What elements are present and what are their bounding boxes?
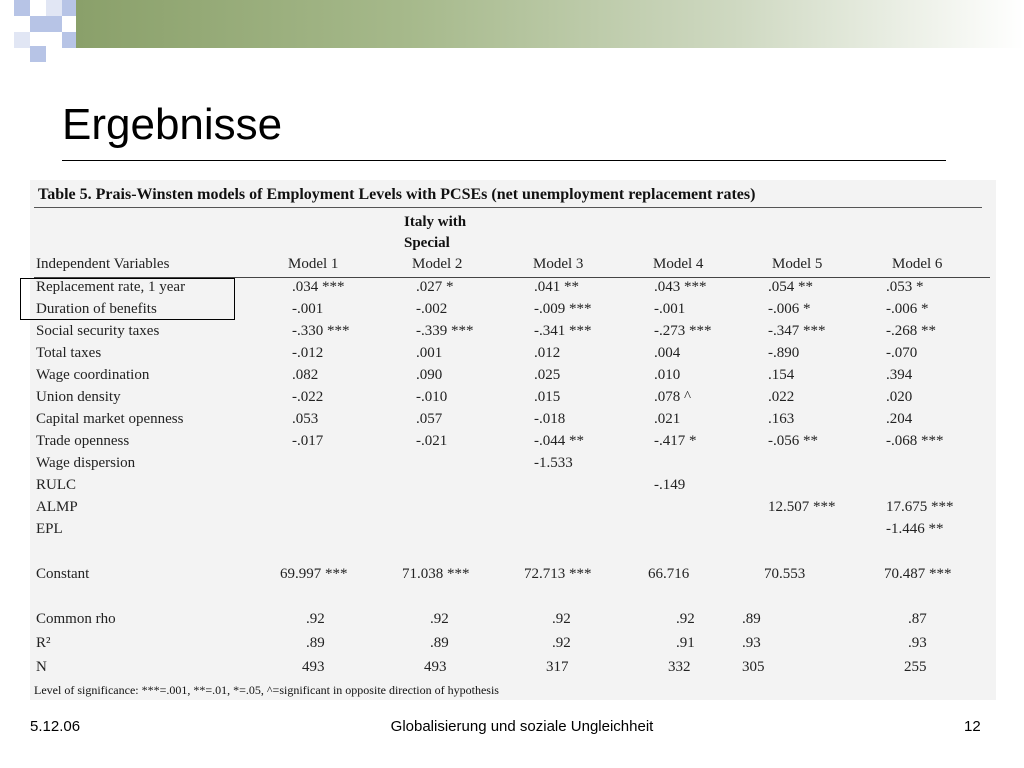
table-cell: 70.487 ***: [884, 566, 952, 582]
table-cell: .89: [742, 611, 761, 627]
table-cell: -.001: [654, 301, 686, 317]
table-cell: -.330 ***: [292, 323, 350, 339]
column-header: Independent Variables: [36, 256, 170, 272]
table-cell: .082: [292, 367, 319, 383]
table-cell: -.002: [416, 301, 448, 317]
table-cell: -.017: [292, 433, 324, 449]
row-label: Trade openness: [36, 433, 130, 449]
table-cell: .91: [676, 635, 695, 651]
table-cell: -.068 ***: [886, 433, 944, 449]
deco-square: [14, 32, 30, 48]
table-row: [30, 477, 996, 499]
table-cell: 70.553: [764, 566, 806, 582]
table-cell: .041 **: [534, 279, 579, 295]
table-cell: .022: [768, 389, 795, 405]
table-cell: .078 ^: [654, 389, 692, 405]
row-label: Replacement rate, 1 year: [36, 279, 186, 295]
column-header: Model 1: [288, 256, 339, 272]
table-cell: .92: [552, 635, 571, 651]
page-number: 12: [964, 718, 981, 735]
table-cell: -.022: [292, 389, 324, 405]
stats-row: [30, 659, 996, 681]
table-cell: 305: [742, 659, 765, 675]
table-cell: -.347 ***: [768, 323, 826, 339]
table-cell: .053 *: [886, 279, 924, 295]
table-cell: 317: [546, 659, 569, 675]
table-cell: .012: [534, 345, 561, 361]
table-row: [30, 499, 996, 521]
table-cell: .394: [886, 367, 913, 383]
table-cell: -.006 *: [886, 301, 929, 317]
footer-title: Globalisierung und soziale Ungleichheit: [390, 718, 654, 735]
table-cell: .89: [430, 635, 449, 651]
table-cell: .027 *: [416, 279, 454, 295]
table-cell: .001: [416, 345, 443, 361]
significance-note: Level of significance: ***=.001, **=.01, *=.05, ^=significant in opposite direction of hypothesis: [34, 683, 499, 697]
table-cell: -.012: [292, 345, 324, 361]
table-cell: .043 ***: [654, 279, 707, 295]
table-cell: -.006 *: [768, 301, 811, 317]
table-cell: -.001: [292, 301, 324, 317]
table-cell: .163: [768, 411, 795, 427]
stats-row: [30, 635, 996, 657]
table-cell: .010: [654, 367, 681, 383]
row-label: EPL: [36, 521, 63, 537]
constant-row: [30, 566, 996, 588]
table-cell: 255: [904, 659, 927, 675]
table-cell: -.417 *: [654, 433, 697, 449]
row-label: Social security taxes: [36, 323, 160, 339]
column-header: Model 4: [653, 256, 704, 272]
row-label: N: [36, 659, 47, 675]
table-cell: -.009 ***: [534, 301, 592, 317]
deco-square: [30, 16, 46, 32]
table-cell: .054 **: [768, 279, 813, 295]
row-label: Capital market openness: [36, 411, 184, 427]
table-cell: .154: [768, 367, 795, 383]
table-cell: 72.713 ***: [524, 566, 592, 582]
table-cell: -.021: [416, 433, 448, 449]
deco-square: [14, 0, 30, 16]
row-label: Duration of benefits: [36, 301, 157, 317]
table-cell: -.018: [534, 411, 566, 427]
table-cell: 71.038 ***: [402, 566, 470, 582]
row-label: ALMP: [36, 499, 78, 515]
table-header-row: [30, 256, 996, 278]
column-header: Model 2: [412, 256, 463, 272]
table-cell: .204: [886, 411, 913, 427]
column-header: Model 6: [892, 256, 943, 272]
table-cell: -.273 ***: [654, 323, 712, 339]
header-band: [76, 0, 1024, 48]
table-cell: -1.533: [534, 455, 573, 471]
stats-row: [30, 611, 996, 633]
table-row: [30, 389, 996, 411]
row-label: Wage coordination: [36, 367, 150, 383]
row-label: Wage dispersion: [36, 455, 136, 471]
table-cell: .92: [676, 611, 695, 627]
table-row: [30, 433, 996, 455]
table-cell: -.070: [886, 345, 918, 361]
table-cell: .92: [306, 611, 325, 627]
table-row: [30, 367, 996, 389]
row-label: Union density: [36, 389, 121, 405]
table-cell: 332: [668, 659, 691, 675]
table-cell: 12.507 ***: [768, 499, 836, 515]
table-cell: -.010: [416, 389, 448, 405]
table-cell: .034 ***: [292, 279, 345, 295]
table-cell: .090: [416, 367, 443, 383]
table-cell: -.149: [654, 477, 686, 493]
table-row: [30, 323, 996, 345]
table-row: [30, 279, 996, 301]
table-cell: -.056 **: [768, 433, 818, 449]
table-cell: 17.675 ***: [886, 499, 954, 515]
row-label: Common rho: [36, 611, 116, 627]
table-cell: 493: [424, 659, 447, 675]
table-row: [30, 455, 996, 477]
table-cell: .87: [908, 611, 927, 627]
row-label: Total taxes: [36, 345, 102, 361]
table-cell: .89: [306, 635, 325, 651]
table-cell: .020: [886, 389, 913, 405]
table-cell: -.268 **: [886, 323, 936, 339]
table-cell: -.890: [768, 345, 800, 361]
table-caption: Table 5. Prais-Winsten models of Employment Levels with PCSEs (net unemployment replacement rates): [38, 186, 756, 203]
table-cell: -.341 ***: [534, 323, 592, 339]
table-cell: -.339 ***: [416, 323, 474, 339]
title-divider: [62, 160, 946, 161]
deco-square: [46, 16, 62, 32]
table-cell: .025: [534, 367, 561, 383]
table-cell: .021: [654, 411, 681, 427]
row-label: RULC: [36, 477, 77, 493]
slide-title: Ergebnisse: [62, 100, 283, 149]
table-cell: .93: [742, 635, 761, 651]
table-cell: .92: [552, 611, 571, 627]
regression-table: [30, 180, 996, 700]
table-cell: .92: [430, 611, 449, 627]
table-row: [30, 345, 996, 367]
deco-square: [46, 0, 62, 16]
table-cell: 69.997 ***: [280, 566, 348, 582]
table-cell: .053: [292, 411, 319, 427]
caption-divider: [34, 207, 982, 208]
table-cell: -1.446 **: [886, 521, 944, 537]
column-header: Model 3: [533, 256, 584, 272]
table-row: [30, 301, 996, 323]
footer-date: 5.12.06: [30, 718, 81, 735]
row-label: Constant: [36, 566, 90, 582]
column-header: Model 5: [772, 256, 823, 272]
table-cell: 66.716: [648, 566, 690, 582]
table-cell: .93: [908, 635, 927, 651]
table-row: [30, 411, 996, 433]
table-cell: .057: [416, 411, 443, 427]
table-cell: .015: [534, 389, 561, 405]
deco-square: [30, 46, 46, 62]
row-label: R²: [36, 635, 51, 651]
table-cell: .004: [654, 345, 681, 361]
table-cell: 493: [302, 659, 325, 675]
table-cell: -.044 **: [534, 433, 584, 449]
table-row: [30, 521, 996, 543]
italy-column-note: Italy with Special: [404, 214, 467, 251]
